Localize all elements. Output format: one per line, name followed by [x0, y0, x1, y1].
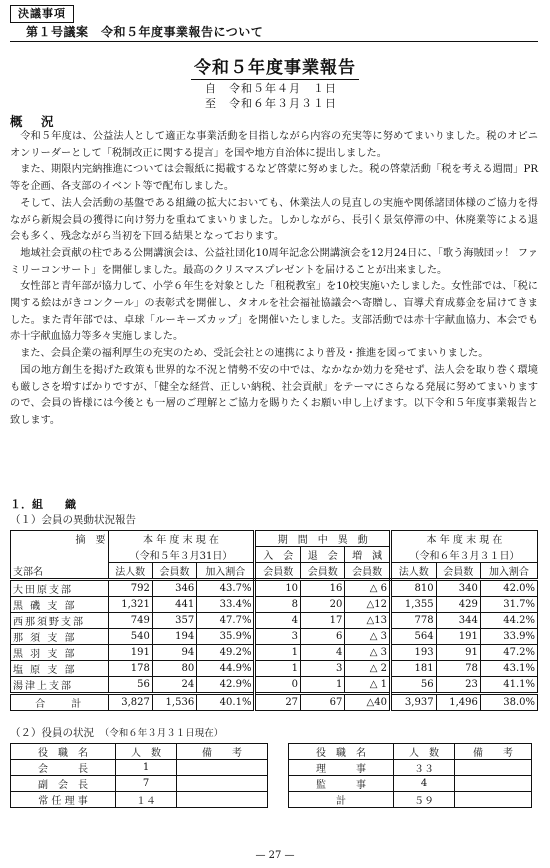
position-name: 監 事 — [289, 776, 394, 792]
header-cnt: 会員数 — [255, 563, 301, 580]
prev-member-count: 194 — [152, 629, 196, 645]
branch-name: 合 計 — [11, 694, 109, 711]
prev-corp-count: 1,321 — [108, 597, 152, 613]
prev-corp-count: 749 — [108, 613, 152, 629]
curr-member-count: 429 — [436, 597, 480, 613]
position-count: ５９ — [394, 792, 455, 808]
branch-name: 黒 磯 支 部 — [11, 597, 109, 613]
header-rule — [10, 41, 538, 42]
position-count: 1 — [116, 760, 177, 776]
join-count: 0 — [255, 677, 301, 694]
table-row — [11, 597, 538, 613]
position-name: 副 会 長 — [11, 776, 116, 792]
header-count: 人 数 — [394, 744, 455, 760]
position-notes — [177, 760, 268, 776]
paragraph: 令和５年度は、公益法人として適正な事業活動を目指しながら内容の充実等に努めてまいりました。税のオピニオンリーダーとして「税制改正に関する提言」を国や地方自治体に提出しました。 — [10, 131, 538, 159]
leave-count: 6 — [301, 629, 345, 645]
join-count: 8 — [255, 597, 301, 613]
table-row — [289, 760, 532, 776]
header-join: 入 会 — [255, 547, 301, 563]
header-members: 会員数 — [436, 563, 480, 580]
prev-join-rate: 42.9% — [197, 677, 255, 694]
position-name: 計 — [289, 792, 394, 808]
header-notes: 備 考 — [177, 744, 268, 760]
overview-heading: 概 況 — [10, 114, 57, 129]
net-change: △ 1 — [345, 677, 391, 694]
prev-corp-count: 540 — [108, 629, 152, 645]
table-row — [289, 776, 532, 792]
position-notes — [455, 792, 532, 808]
curr-join-rate: 47.2% — [480, 645, 537, 661]
curr-join-rate: 44.2% — [480, 613, 537, 629]
prev-corp-count: 3,827 — [108, 694, 152, 711]
header-branch: 支部名 — [11, 563, 109, 580]
net-change: △ 2 — [345, 661, 391, 677]
header-position: 役 職 名 — [11, 744, 116, 760]
curr-join-rate: 43.1% — [480, 661, 537, 677]
branch-name: 西那須野支部 — [11, 613, 109, 629]
position-notes — [455, 776, 532, 792]
paragraph: 女性部と青年部が協力して、小学６年生を対象とした「租税教室」を10校実施いたしました。女性部では、「税に関する絵はがきコンクール」の表彰式を開催し、タオルを社会福祉協議会へ寄贈し、盲導犬育成募金を届けてきました。また青年部では、卓球「ルーキーズカップ」を開催いたしました。支部活動では赤十字献血協力、本会でも赤十字献血協力等多々実施しました。 — [10, 281, 538, 343]
paragraph: そして、法人会活動の基盤である組織の拡大においても、休業法人の見直しの実施や関係諸団体様のご協力を得ながら新規会員の獲得に向け努力を重ねてまいりました。しかしながら、長引く景気停滞の中、休廃業等による退会も多く、残念ながら当初を下回る結果となっております。 — [10, 197, 538, 243]
table-row — [11, 629, 538, 645]
officers-table-right — [288, 743, 532, 808]
join-count: 10 — [255, 580, 301, 597]
position-count: ３３ — [394, 760, 455, 776]
prev-corp-count: 178 — [108, 661, 152, 677]
curr-join-rate: 33.9% — [480, 629, 537, 645]
join-count: 1 — [255, 645, 301, 661]
header-prev-date: （令和５年３月31日） — [108, 547, 255, 563]
net-change: △ 3 — [345, 629, 391, 645]
position-notes — [177, 776, 268, 792]
prev-member-count: 346 — [152, 580, 196, 597]
prev-member-count: 94 — [152, 645, 196, 661]
header-tekiyo: 摘 要 — [11, 531, 109, 547]
paragraph: 国の地方創生を掲げた政策も世界的な不況と情勢不安の中では、なかなか効力を発せず、法人会を取り巻く環境も厳しさを増すばかりですが、「健全な経営、正しい納税、社会貢献」をテーマにさらなる発展に努めてまいりますので、会員の皆様には今後とも一層のご理解とご協力を賜りたくお願い申し上げます。以下令和５年度事業報告と致します。 — [10, 364, 538, 426]
header-rate: 加入割合 — [480, 563, 537, 580]
prev-join-rate: 33.4% — [197, 597, 255, 613]
table-row — [11, 776, 268, 792]
position-name: 常 任 理 事 — [11, 792, 116, 808]
curr-member-count: 344 — [436, 613, 480, 629]
header-net: 増 減 — [345, 547, 391, 563]
table-row — [11, 645, 538, 661]
branch-name: 塩 原 支 部 — [11, 661, 109, 677]
prev-corp-count: 191 — [108, 645, 152, 661]
position-name: 会 長 — [11, 760, 116, 776]
period-to: 至 令和６年３月３１日 — [205, 97, 337, 110]
curr-join-rate: 41.1% — [480, 677, 537, 694]
join-count: 4 — [255, 613, 301, 629]
leave-count: 67 — [301, 694, 345, 711]
leave-count: 17 — [301, 613, 345, 629]
period-from: 自 令和５年４月 １日 — [205, 82, 337, 95]
header-cnt: 会員数 — [301, 563, 345, 580]
curr-corp-count: 564 — [390, 629, 436, 645]
curr-corp-count: 1,355 — [390, 597, 436, 613]
table-row — [289, 792, 532, 808]
prev-member-count: 357 — [152, 613, 196, 629]
table-row — [11, 760, 268, 776]
branch-name: 湯津上支部 — [11, 677, 109, 694]
net-change: △ 6 — [345, 580, 391, 597]
position-count: １４ — [116, 792, 177, 808]
header-position: 役 職 名 — [289, 744, 394, 760]
prev-join-rate: 35.9% — [197, 629, 255, 645]
curr-member-count: 1,496 — [436, 694, 480, 711]
prev-join-rate: 44.9% — [197, 661, 255, 677]
curr-corp-count: 3,937 — [390, 694, 436, 711]
header-blank — [11, 547, 109, 563]
curr-member-count: 91 — [436, 645, 480, 661]
leave-count: 16 — [301, 580, 345, 597]
total-row — [11, 694, 538, 711]
position-name: 理 事 — [289, 760, 394, 776]
position-notes — [177, 792, 268, 808]
page-number: — 27 — — [255, 850, 295, 861]
header-cnt: 会員数 — [345, 563, 391, 580]
prev-join-rate: 47.7% — [197, 613, 255, 629]
net-change: △13 — [345, 613, 391, 629]
prev-member-count: 441 — [152, 597, 196, 613]
table-row — [11, 661, 538, 677]
join-count: 27 — [255, 694, 301, 711]
branch-name: 黒 羽 支 部 — [11, 645, 109, 661]
position-count: 7 — [116, 776, 177, 792]
branch-name: 那 須 支 部 — [11, 629, 109, 645]
prev-member-count: 1,536 — [152, 694, 196, 711]
curr-corp-count: 56 — [390, 677, 436, 694]
branch-name: 大田原支部 — [11, 580, 109, 597]
header-members: 会員数 — [152, 563, 196, 580]
position-count: 4 — [394, 776, 455, 792]
header-count: 人 数 — [116, 744, 177, 760]
curr-join-rate: 42.0% — [480, 580, 537, 597]
table-row — [11, 613, 538, 629]
leave-count: 4 — [301, 645, 345, 661]
table-row — [11, 677, 538, 694]
header-curr: 本 年 度 末 現 在 — [390, 531, 537, 547]
curr-member-count: 191 — [436, 629, 480, 645]
prev-corp-count: 56 — [108, 677, 152, 694]
header-notes: 備 考 — [455, 744, 532, 760]
prev-member-count: 24 — [152, 677, 196, 694]
paragraph: また、会員企業の福利厚生の充実のため、受託会社との連携により普及・推進を図ってまいりました。 — [20, 348, 489, 360]
header-corp: 法人数 — [108, 563, 152, 580]
resolution-tag: 決議事項 — [10, 5, 74, 23]
leave-count: 1 — [301, 677, 345, 694]
header-leave: 退 会 — [301, 547, 345, 563]
curr-member-count: 23 — [436, 677, 480, 694]
overview-body — [10, 129, 538, 430]
prev-join-rate: 40.1% — [197, 694, 255, 711]
curr-member-count: 78 — [436, 661, 480, 677]
join-count: 1 — [255, 661, 301, 677]
header-rate: 加入割合 — [197, 563, 255, 580]
table-row — [11, 580, 538, 597]
officers-date: （令和６年３月３１日現在） — [104, 728, 224, 739]
paragraph: また、期限内完納推進については会報紙に掲載するなど啓蒙に努めました。税の啓蒙活動「税を考える週間」PR等を企画、各支部のイベント等で配布しました。 — [10, 164, 538, 193]
section-organization: １．組 織 — [10, 498, 76, 511]
net-change: △12 — [345, 597, 391, 613]
paragraph: 地域社会貢献の柱である公開講演会は、公益社団化10周年記念公開講演会を12月24日に、「歌う海賊団ッ！ ファミリーコンサート」を開催しました。最高のクリスマスプレゼントを届けることが出来ました。 — [10, 247, 538, 276]
leave-count: 20 — [301, 597, 345, 613]
leave-count: 3 — [301, 661, 345, 677]
curr-corp-count: 778 — [390, 613, 436, 629]
table-row — [11, 792, 268, 808]
curr-join-rate: 38.0% — [480, 694, 537, 711]
curr-corp-count: 810 — [390, 580, 436, 597]
prev-join-rate: 49.2% — [197, 645, 255, 661]
net-change: △ 3 — [345, 645, 391, 661]
header-corp: 法人数 — [390, 563, 436, 580]
section-membership-sub: （１）会員の異動状況報告 — [10, 514, 136, 526]
section-officers: （２）役員の状況 （令和６年３月３１日現在） — [10, 727, 224, 739]
officers-table-left — [10, 743, 268, 808]
agenda-item: 第１号議案 令和５年度事業報告について — [26, 25, 264, 39]
net-change: △40 — [345, 694, 391, 711]
header-change: 期 間 中 異 動 — [255, 531, 391, 547]
header-prev: 本 年 度 末 現 在 — [108, 531, 255, 547]
prev-join-rate: 43.7% — [197, 580, 255, 597]
curr-corp-count: 181 — [390, 661, 436, 677]
join-count: 3 — [255, 629, 301, 645]
curr-member-count: 340 — [436, 580, 480, 597]
prev-corp-count: 792 — [108, 580, 152, 597]
curr-corp-count: 193 — [390, 645, 436, 661]
membership-table — [10, 530, 538, 711]
prev-member-count: 80 — [152, 661, 196, 677]
position-notes — [455, 760, 532, 776]
curr-join-rate: 31.7% — [480, 597, 537, 613]
page-title: 令和５年度事業報告 — [0, 53, 550, 78]
header-curr-date: （令和６年３月３１日） — [390, 547, 537, 563]
